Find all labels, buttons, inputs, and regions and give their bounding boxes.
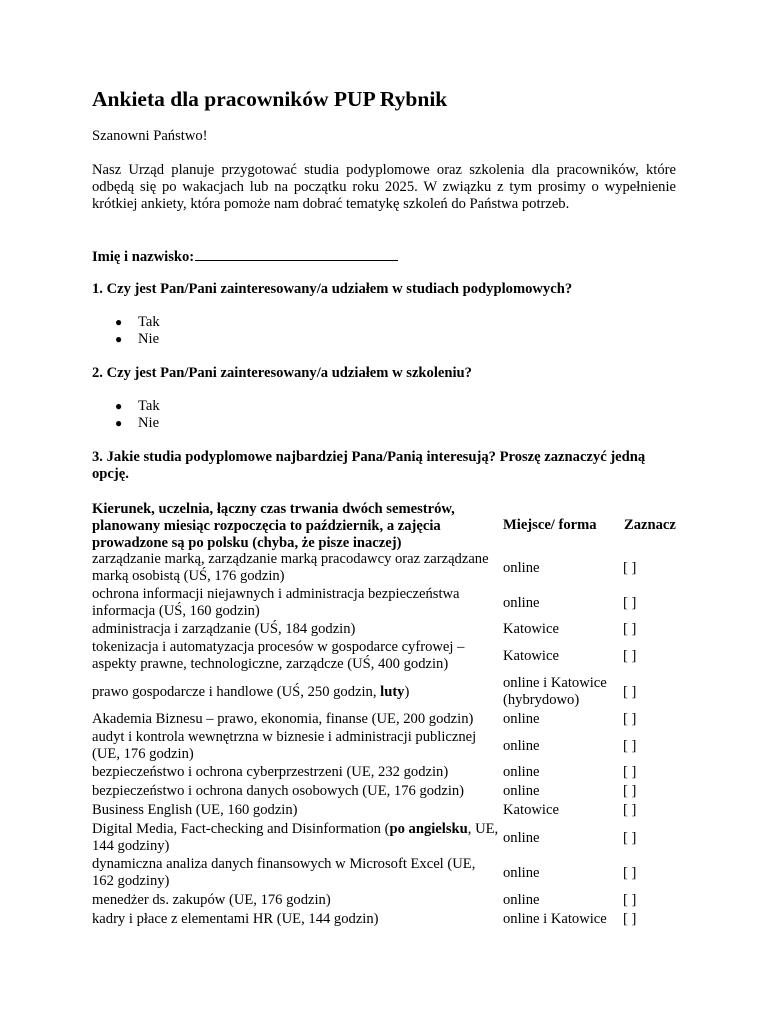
name-label: Imię i nazwisko:: [92, 249, 195, 265]
row-course: menedżer ds. zakupów (UE, 176 godzin): [92, 892, 331, 908]
row-checkbox[interactable]: [ ]: [623, 911, 637, 927]
row-checkbox[interactable]: [ ]: [623, 865, 637, 881]
option-label: Tak: [138, 314, 160, 330]
table-row: [92, 711, 692, 729]
greeting: Szanowni Państwo!: [92, 128, 208, 144]
row-course: administracja i zarządzanie (UŚ, 184 godzin): [92, 621, 356, 637]
header-course: Kierunek, uczelnia, łączny czas trwania dwóch semestrów, planowany miesiąc rozpoczęcia to październik, a zajęcia prowadzone są po polsku (chyba, że pisze inaczej): [92, 501, 455, 551]
table-row: [92, 821, 692, 856]
header-mark: Zaznacz: [624, 517, 676, 533]
row-location: Katowice: [503, 802, 559, 818]
row-course: tokenizacja i automatyzacja procesów w gospodarce cyfrowej – aspekty prawne, technologiczne, zarządcze (UŚ, 400 godzin): [92, 639, 465, 672]
row-location: Katowice: [503, 648, 559, 664]
row-course: bezpieczeństwo i ochrona danych osobowych (UE, 176 godzin): [92, 783, 465, 799]
row-checkbox[interactable]: [ ]: [623, 892, 637, 908]
question-1-options: [92, 314, 160, 347]
row-checkbox[interactable]: [ ]: [623, 595, 637, 611]
row-checkbox[interactable]: [ ]: [623, 560, 637, 576]
row-checkbox[interactable]: [ ]: [623, 738, 637, 754]
table-row: [92, 856, 692, 892]
bullet-icon: ●: [115, 399, 123, 413]
row-checkbox[interactable]: [ ]: [623, 711, 637, 727]
table-row: [92, 675, 692, 711]
row-course: prawo gospodarcze i handlowe (UŚ, 250 godzin, luty): [92, 684, 410, 700]
courses-table: [92, 501, 692, 930]
row-checkbox[interactable]: [ ]: [623, 830, 637, 846]
row-location: online: [503, 865, 540, 881]
row-location: online i Katowice: [503, 911, 607, 927]
row-checkbox[interactable]: [ ]: [623, 684, 637, 700]
row-checkbox[interactable]: [ ]: [623, 783, 637, 799]
option-label: Nie: [138, 414, 160, 431]
row-course: Digital Media, Fact-checking and Disinformation (po angielsku, UE, 144 godziny): [92, 821, 499, 854]
table-row: [92, 783, 692, 802]
name-field[interactable]: [92, 247, 398, 266]
row-location: online: [503, 830, 540, 846]
row-course: ochrona informacji niejawnych i administracja bezpieczeństwa informacja (UŚ, 160 godzin): [92, 586, 460, 619]
row-location: online: [503, 892, 540, 908]
intro-paragraph: [92, 162, 676, 213]
row-course: audyt i kontrola wewnętrzna w biznesie i administracji publicznej (UE, 176 godzin): [92, 729, 477, 762]
table-row: [92, 586, 692, 621]
table-row: [92, 729, 692, 764]
row-location: online: [503, 711, 540, 727]
row-checkbox[interactable]: [ ]: [623, 764, 637, 780]
bullet-icon: ●: [115, 415, 123, 430]
table-row: [92, 621, 692, 639]
option-item[interactable]: [92, 331, 160, 348]
question-3: 3. Jakie studia podyplomowe najbardziej Pana/Panią interesują? Proszę zaznaczyć jedną opcję.: [92, 449, 646, 482]
row-checkbox[interactable]: [ ]: [623, 802, 637, 818]
row-checkbox[interactable]: [ ]: [623, 648, 637, 664]
row-location: online: [503, 764, 540, 780]
question-2: 2. Czy jest Pan/Pani zainteresowany/a udziałem w szkoleniu?: [92, 365, 472, 381]
row-course: dynamiczna analiza danych finansowych w Microsoft Excel (UE, 162 godziny): [92, 856, 476, 889]
bullet-icon: ●: [115, 331, 123, 346]
bullet-icon: ●: [115, 315, 123, 329]
row-course: kadry i płace z elementami HR (UE, 144 godzin): [92, 911, 379, 927]
row-location: Katowice: [503, 621, 559, 637]
name-underline[interactable]: [195, 247, 398, 261]
option-label: Tak: [138, 398, 160, 414]
option-label: Nie: [138, 330, 160, 347]
table-row: [92, 764, 692, 783]
row-course: Akademia Biznesu – prawo, ekonomia, finanse (UE, 200 godzin): [92, 711, 474, 727]
question-2-options: [92, 398, 160, 431]
row-location: online: [503, 738, 540, 754]
row-location: online: [503, 560, 540, 576]
option-item[interactable]: [92, 415, 160, 432]
row-location: online i Katowice (hybrydowo): [503, 675, 607, 708]
question-1: 1. Czy jest Pan/Pani zainteresowany/a udziałem w studiach podyplomowych?: [92, 281, 573, 297]
option-item[interactable]: [92, 398, 160, 415]
document-title: Ankieta dla pracowników PUP Rybnik: [92, 87, 448, 111]
row-course: Business English (UE, 160 godzin): [92, 802, 298, 818]
header-location: Miejsce/ forma: [503, 517, 597, 533]
table-row: [92, 802, 692, 821]
intro-text: Nasz Urząd planuje przygotować studia podyplomowe oraz szkolenia dla pracowników, które odbędą się po wakacjach lub na początku roku 2025. W związku z tym prosimy o wypełnienie krótkiej ankiety, która pomoże nam dobrać tematykę szkoleń do Państwa potrzeb.: [92, 162, 676, 212]
row-course: zarządzanie marką, zarządzanie marką pracodawcy oraz zarządzane marką osobistą (UŚ, 176 godzin): [92, 551, 489, 584]
row-checkbox[interactable]: [ ]: [623, 621, 637, 637]
table-header: [92, 501, 692, 551]
table-row: [92, 551, 692, 586]
option-item[interactable]: [92, 314, 160, 331]
row-course: bezpieczeństwo i ochrona cyberprzestrzeni (UE, 232 godzin): [92, 764, 449, 780]
row-location: online: [503, 595, 540, 611]
table-row: [92, 911, 692, 930]
row-location: online: [503, 783, 540, 799]
table-row: [92, 892, 692, 911]
table-row: [92, 639, 692, 675]
